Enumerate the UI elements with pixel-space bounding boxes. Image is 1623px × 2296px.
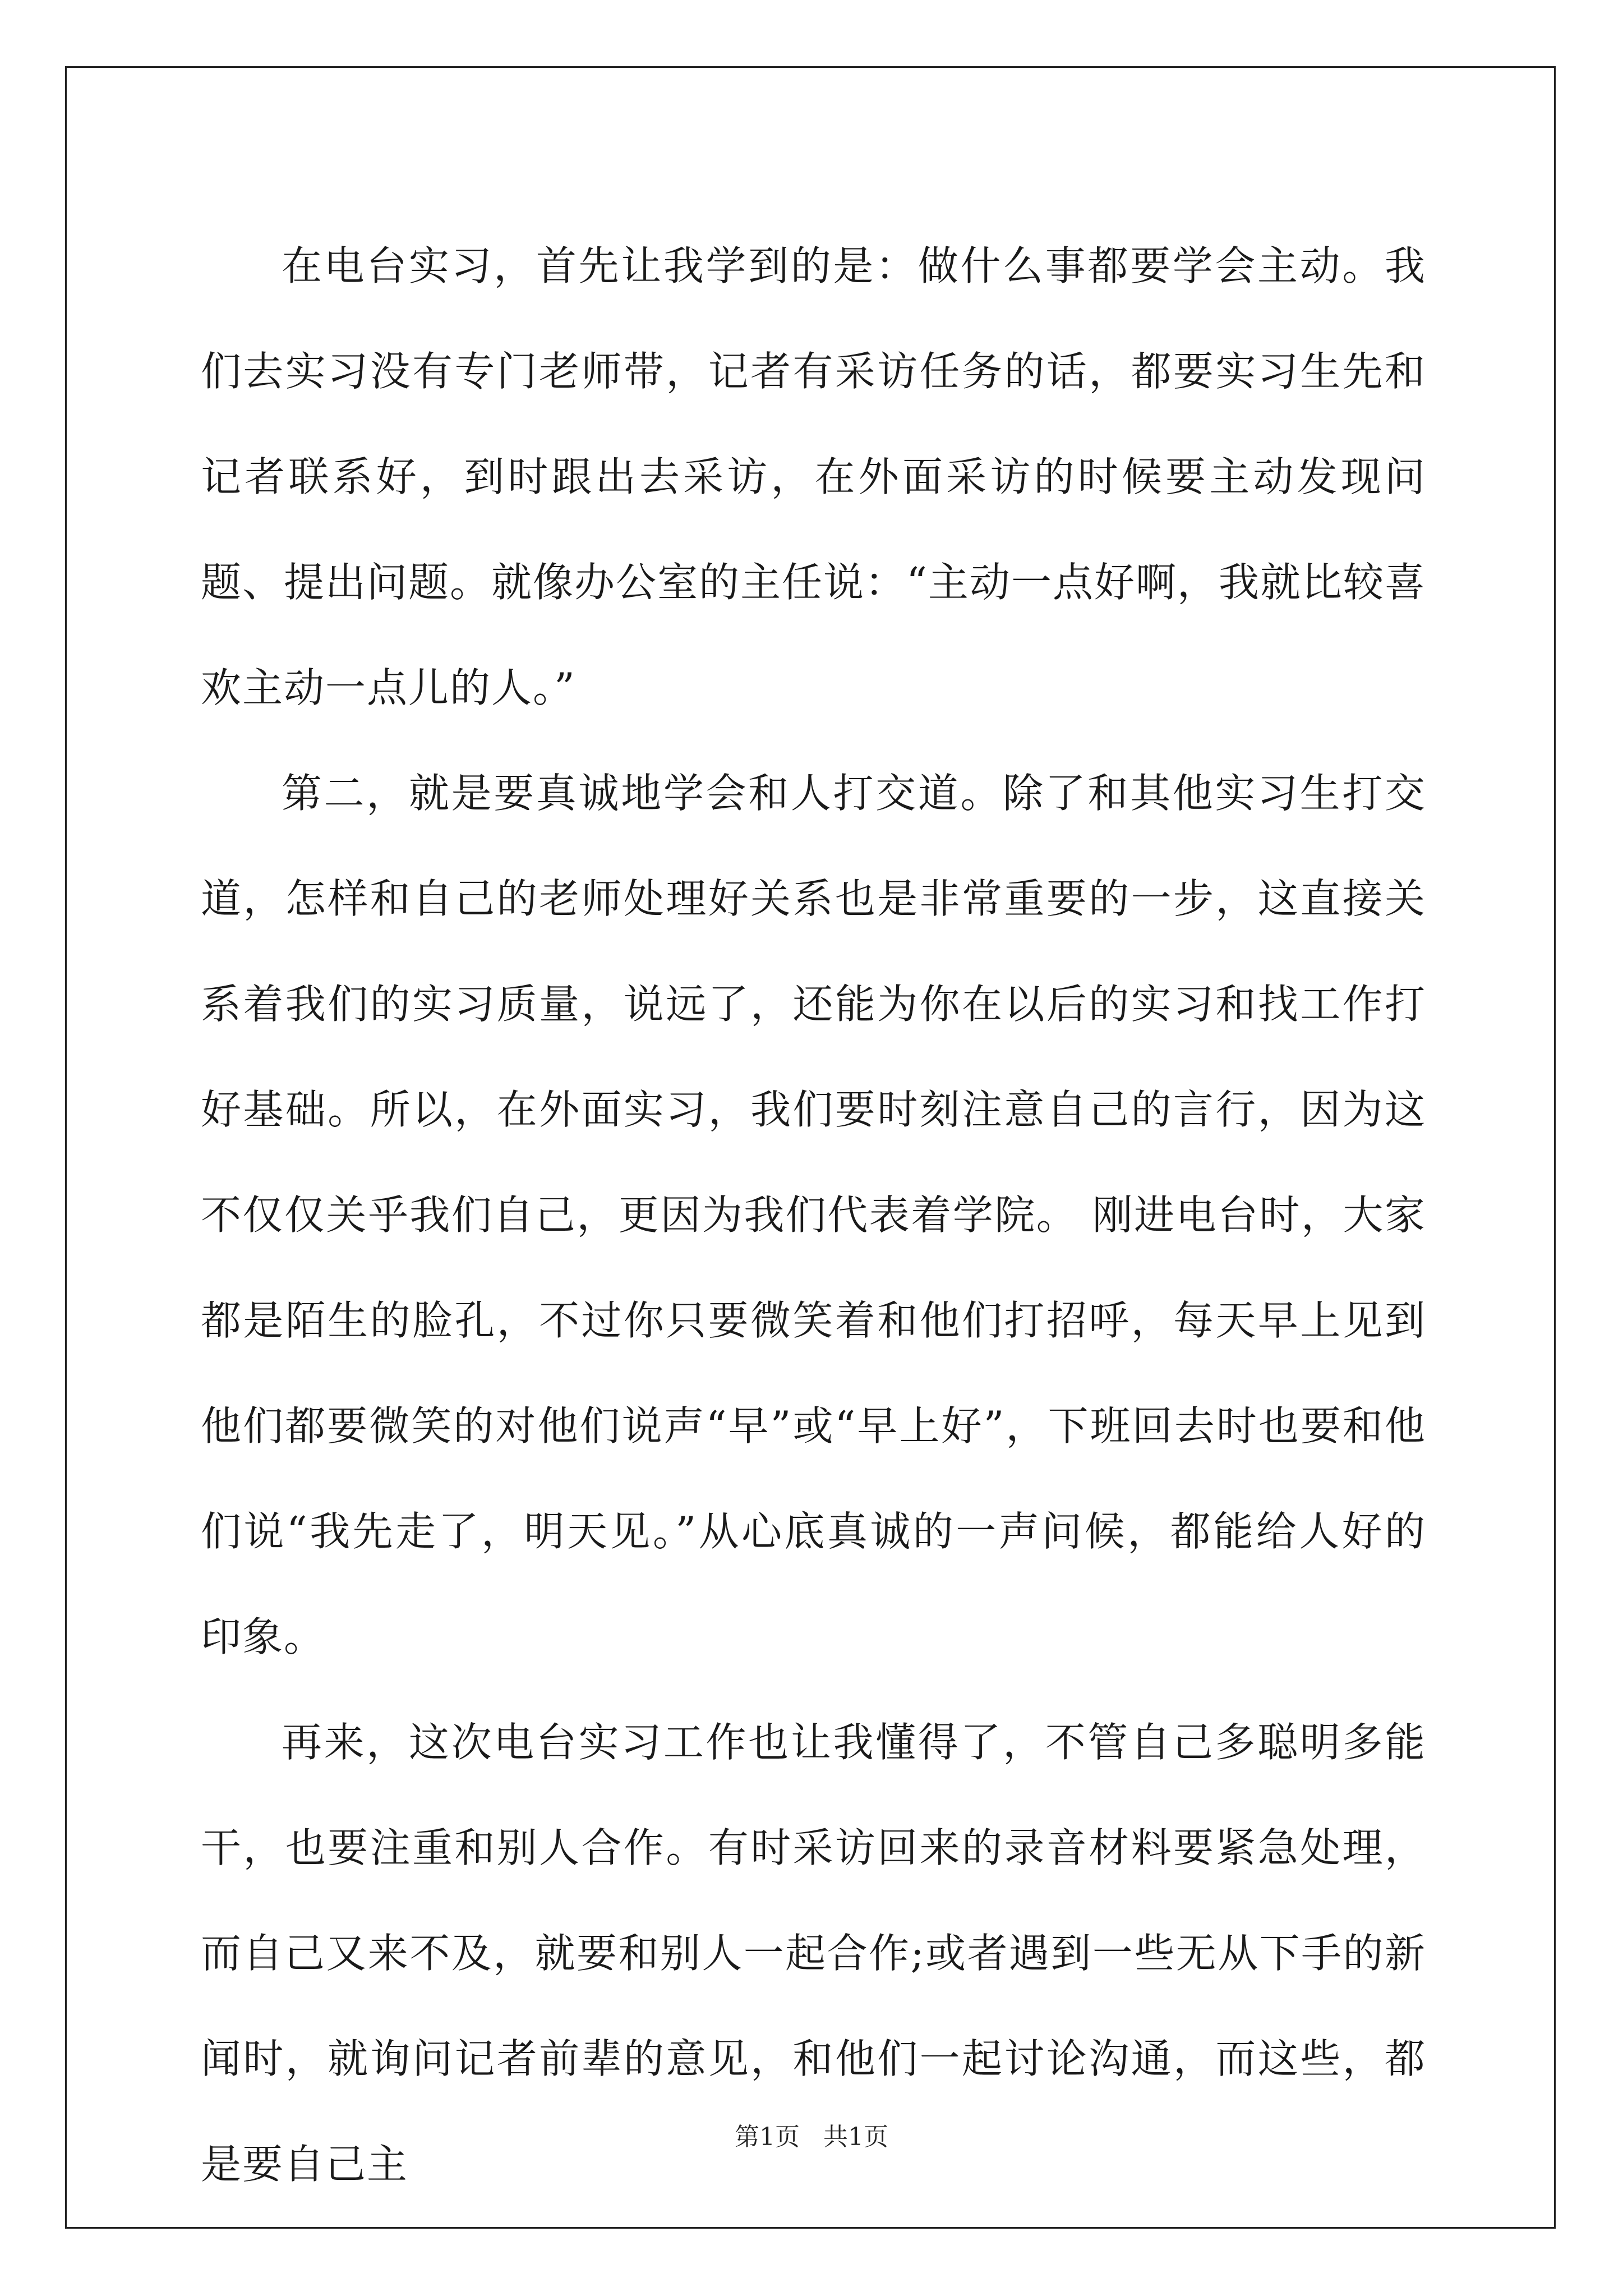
document-body bbox=[201, 213, 1426, 2217]
paragraph-1: 在电台实习，首先让我学到的是：做什么事都要学会主动。我们去实习没有专门老师带，记者有采访任务的话，都要实习生先和记者联系好，到时跟出去采访，在外面采访的时候要主动发现问题、提出问题。就像办公室的主任说：“主动一点好啊，我就比较喜欢主动一点儿的人。” bbox=[201, 242, 1426, 711]
page-number-footer: 第1页 共1页 bbox=[735, 2123, 888, 2151]
paragraph-2: 第二，就是要真诚地学会和人打交道。除了和其他实习生打交道，怎样和自己的老师处理好关系也是非常重要的一步，这直接关系着我们的实习质量，说远了，还能为你在以后的实习和找工作打好基础。所以，在外面实习，我们要时刻注意自己的言行，因为这不仅仅关乎我们自己，更因为我们代表着学院。 刚进电台时，大家都是陌生的脸孔，不过你只要微笑着和他们打招呼，每天早上见到他们都要微笑的对他们说声“早”或“早上好”，下班回去时也要和他们说“我先走了，明天见。”从心底真诚的一声问候，都能给人好的印象。 bbox=[201, 770, 1426, 1660]
paragraph-3: 再来，这次电台实习工作也让我懂得了，不管自己多聪明多能干，也要注重和别人合作。有时采访回来的录音材料要紧急处理，而自己又来不及，就要和别人一起合作;或者遇到一些无从下手的新闻时，就询问记者前辈的意见，和他们一起讨论沟通，而这些，都是要自己主 bbox=[201, 1719, 1426, 2188]
